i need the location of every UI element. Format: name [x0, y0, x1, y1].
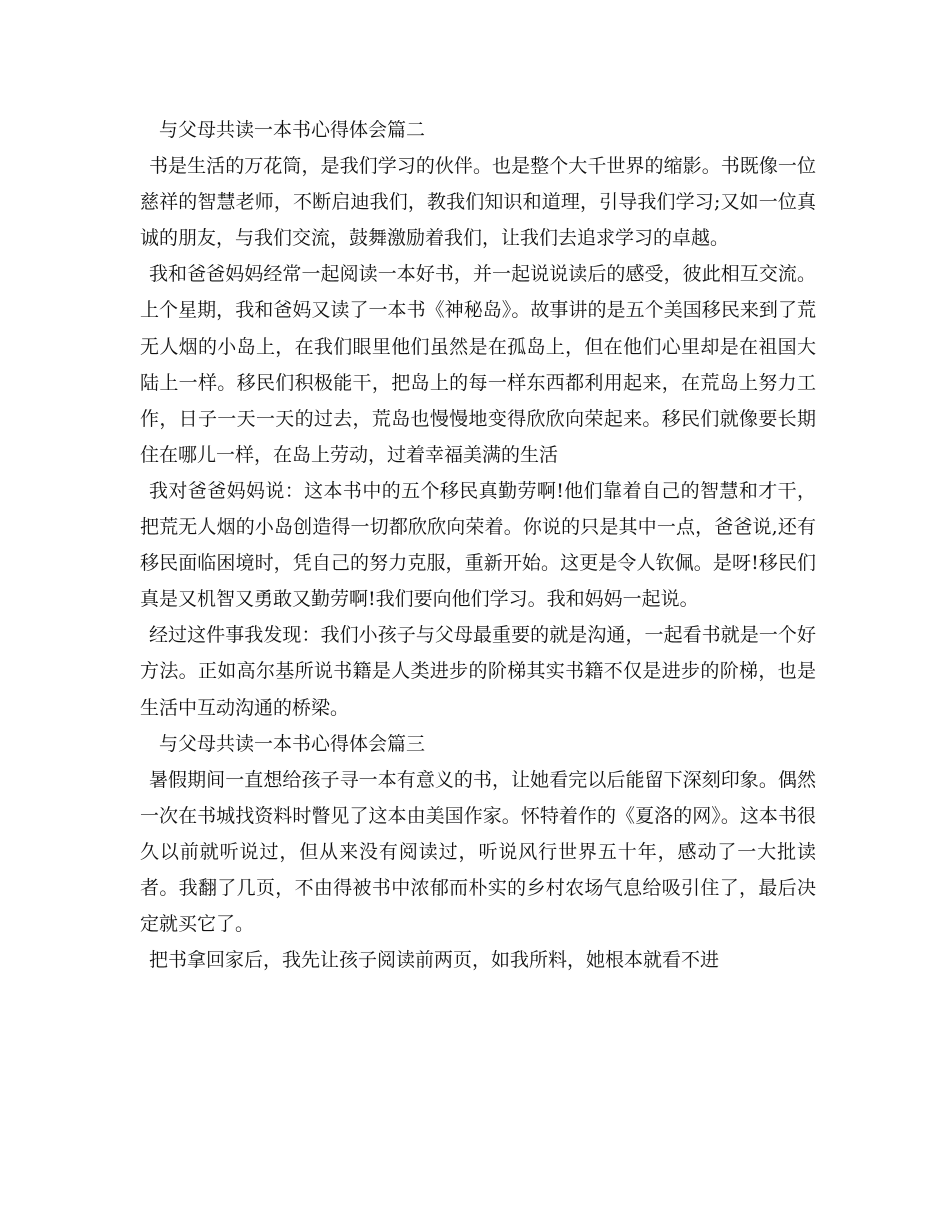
- paragraph: 把书拿回家后，我先让孩子阅读前两页，如我所料，她根本就看不进: [149, 949, 720, 972]
- paragraph: 暑假期间一直想给孩子寻一本有意义的书，让她看完以后能留下深刻印象。偶然一次在书城找资料时瞥见了这本由美国作家。怀特着作的《夏洛的网》。这本书很久以前就听说过，但从来没有阅读过，听说风行世界五十年，感动了一大批读者。我翻了几页，不由得被书中浓郁而朴实的乡村农场气息给吸引住了，最后决定就买它了。: [140, 768, 816, 936]
- document-body: [140, 112, 816, 978]
- section-heading-3: 与父母共读一本书心得体会篇三: [159, 732, 426, 755]
- paragraph: 我和爸爸妈妈经常一起阅读一本好书，并一起说说读后的感受，彼此相互交流。上个星期，我和爸妈又读了一本书《神秘岛》。故事讲的是五个美国移民来到了荒无人烟的小岛上，在我们眼里他们虽然是在孤岛上，但在他们心里却是在祖国大陆上一样。移民们积极能干，把岛上的每一样东西都利用起来，在荒岛上努力工作，日子一天一天的过去，荒岛也慢慢地变得欣欣向荣起来。移民们就像要长期住在哪儿一样，在岛上劳动，过着幸福美满的生活: [140, 263, 816, 466]
- section-heading-2: 与父母共读一本书心得体会篇二: [159, 119, 426, 141]
- paragraph: 我对爸爸妈妈说：这本书中的五个移民真勤劳啊!他们靠着自己的智慧和才干，把荒无人烟的小岛创造得一切都欣欣向荣着。你说的只是其中一点，爸爸说,还有移民面临困境时，凭自己的努力克服，重新开始。这更是令人钦佩。是呀!移民们真是又机智又勇敢又勤劳啊!我们要向他们学习。我和妈妈一起说。: [140, 479, 816, 611]
- paragraph: 书是生活的万花筒，是我们学习的伙伴。也是整个大千世界的缩影。书既像一位慈祥的智慧老师，不断启迪我们，教我们知识和道理，引导我们学习;又如一位真诚的朋友，与我们交流，鼓舞激励着我们，让我们去追求学习的卓越。: [140, 155, 816, 250]
- paragraph: 经过这件事我发现：我们小孩子与父母最重要的就是沟通，一起看书就是一个好方法。正如高尔基所说书籍是人类进步的阶梯其实书籍不仅是进步的阶梯，也是生活中互动沟通的桥梁。: [140, 624, 816, 719]
